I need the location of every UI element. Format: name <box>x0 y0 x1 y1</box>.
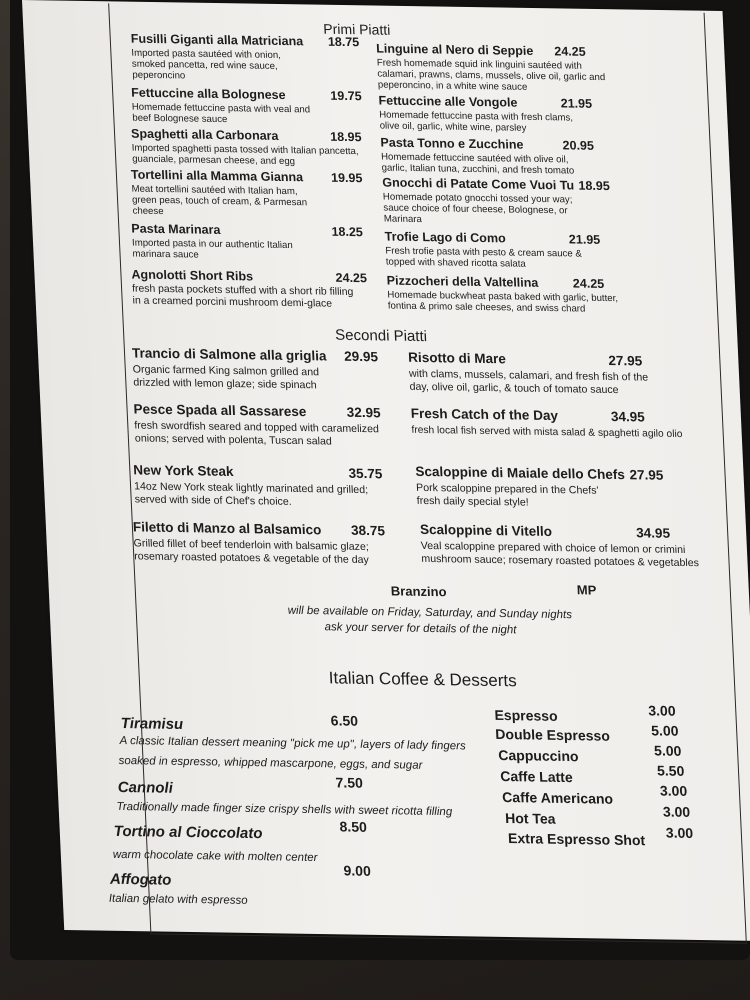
item-price: 19.95 <box>330 170 363 186</box>
item-price: 3.00 <box>662 803 691 820</box>
item-name: Cannoli <box>117 778 174 797</box>
item-name: Tiramisu <box>120 715 184 734</box>
item-description: soaked in espresso, whipped mascarpone, eggs, and sugar <box>118 754 423 772</box>
item-price: 7.50 <box>335 774 364 791</box>
branzino-note: will be available on Friday, Saturday, and Sunday nights <box>287 604 573 622</box>
item-name: Trofie Lago di Como <box>384 229 506 246</box>
item-description: Pork scaloppine prepared in the Chefs' fresh daily special style! <box>415 481 599 509</box>
item-price: 24.25 <box>554 44 586 59</box>
menu-item <box>376 42 678 96</box>
item-description: Veal scaloppine prepared with choice of lemon or crimini mushroom sauce; rosemary roasted potatoes & vegetables <box>420 539 700 570</box>
item-description: Traditionally made finger size crispy shells with sweet ricotta filling <box>116 800 453 819</box>
item-name: Fettuccine alle Vongole <box>378 93 518 110</box>
item-description: Meat tortellini sautéed with Italian ham, green peas, touch of cream, & Parmesan cheese <box>131 183 308 218</box>
item-description: Italian gelato with espresso <box>108 892 248 907</box>
item-price: 24.25 <box>335 270 368 286</box>
item-name: Extra Espresso Shot <box>507 830 646 849</box>
item-name: Hot Tea <box>504 810 556 827</box>
item-price: 5.50 <box>656 762 685 779</box>
item-price: 38.75 <box>350 522 386 539</box>
item-description: Homemade fettuccine pasta with veal and beef Bolognese sauce <box>131 101 311 126</box>
item-price: 5.00 <box>650 722 679 739</box>
item-price: 27.95 <box>608 352 643 369</box>
branzino-note: ask your server for details of the night <box>324 621 517 637</box>
menu-item <box>415 464 717 513</box>
menu-item <box>133 519 435 568</box>
item-description: fresh swordfish seared and topped with caramelized onions; served with polenta, Tuscan salad <box>134 419 380 448</box>
item-description: warm chocolate cake with molten center <box>112 848 318 865</box>
item-name: Espresso <box>494 706 558 724</box>
item-description: with clams, mussels, calamari, and fresh fish of the day, olive oil, garlic, & touch of tomato sauce <box>408 367 649 397</box>
primi-title: Primi Piatti <box>322 20 391 38</box>
item-price: 18.95 <box>329 129 362 145</box>
item-description: Imported pasta in our authentic Italian marinara sauce <box>131 237 293 261</box>
item-price: 21.95 <box>568 232 601 247</box>
secondi-title: Secondi Piatti <box>334 326 428 346</box>
menu-item <box>132 345 434 394</box>
menu-item <box>410 406 712 442</box>
item-name: Gnocchi di Patate Come Vuoi Tu <box>381 175 575 193</box>
item-price: 8.50 <box>339 818 368 835</box>
item-description: Organic farmed King salmon grilled and drizzled with lemon glaze; side spinach <box>132 363 320 392</box>
item-description: Homemade buckwheat pasta baked with garlic, butter, fontina & primo sale cheeses, and swiss chard <box>387 289 619 315</box>
item-name: New York Steak <box>132 462 234 479</box>
item-price: 24.25 <box>572 276 605 291</box>
item-price: 29.95 <box>343 348 379 365</box>
item-name: Spaghetti alla Carbonara <box>130 126 279 143</box>
item-description: Homemade fettuccine sautéed with olive oil, garlic, Italian tuna, zucchini, and fresh tomato <box>380 151 575 177</box>
item-price: 35.75 <box>348 465 383 482</box>
item-description: 14oz New York steak lightly marinated and grilled; served with side of Chef's choice. <box>133 480 369 508</box>
menu-item <box>133 401 435 450</box>
item-description: fresh pasta pockets stuffed with a short rib filling in a creamed porcini mushroom demi-glace <box>131 283 354 310</box>
item-name: Linguine al Nero di Seppie <box>375 41 534 58</box>
item-name: Fresh Catch of the Day <box>410 405 559 424</box>
item-price: 3.00 <box>659 782 688 799</box>
item-price: 34.95 <box>635 525 671 541</box>
item-name: Risotto di Mare <box>407 349 507 367</box>
menu-item <box>386 274 688 317</box>
item-name: Scaloppine di Maiale dello Chefs <box>415 463 626 483</box>
item-description: fresh local fish served with mista salad & spaghetti agilo olio <box>411 424 683 441</box>
item-description: Fresh homemade squid ink linguini sautéed with calamari, prawns, clams, mussels, olive oil, garlic and peperoncino, in a white wine sauce <box>376 57 606 93</box>
item-price: 3.00 <box>665 824 694 841</box>
item-price: 18.95 <box>578 178 611 194</box>
menu-item <box>420 522 722 571</box>
item-name: Branzino <box>390 583 447 600</box>
item-name: Tortino al Cioccolato <box>113 822 263 843</box>
item-description: Homemade fettuccine pasta with fresh clams, olive oil, garlic, white wine, parsley <box>378 109 574 134</box>
item-name: Pesce Spada all Sassarese <box>133 401 307 420</box>
item-name: Trancio di Salmone alla griglia <box>131 345 327 364</box>
item-name: Pasta Marinara <box>131 221 221 237</box>
item-name: Caffe Latte <box>499 767 574 786</box>
item-name: Pizzocheri della Valtellina <box>386 273 539 290</box>
item-description: A classic Italian dessert meaning "pick me up", layers of lady fingers <box>119 735 467 753</box>
item-name: Tortellini alla Mamma Gianna <box>130 167 304 185</box>
item-price: 27.95 <box>629 467 664 483</box>
item-name: Scaloppine di Vitello <box>419 521 553 539</box>
menu-item <box>378 94 680 137</box>
menu-item <box>382 176 684 230</box>
item-price: 6.50 <box>330 712 359 729</box>
item-description: Grilled fillet of beef tenderloin with balsamic glaze; rosemary roasted potatoes & vegetable of the day <box>133 537 370 567</box>
item-name: Pasta Tonno e Zucchine <box>380 135 524 152</box>
item-name: Double Espresso <box>494 725 611 744</box>
menu-item <box>408 350 710 399</box>
item-name: Affogato <box>109 870 172 889</box>
item-price: 34.95 <box>610 408 646 425</box>
item-name: Agnolotti Short Ribs <box>131 267 254 284</box>
item-name: Fettuccine alla Bolognese <box>130 85 286 103</box>
item-price: 5.00 <box>653 742 682 759</box>
menu-item <box>133 462 435 511</box>
menu-item <box>384 230 686 273</box>
item-price: 19.75 <box>330 88 362 104</box>
item-price: 32.95 <box>346 404 381 421</box>
item-description: Imported spaghetti pasta tossed with Italian pancetta, guanciale, parmesan cheese, and egg <box>131 142 359 168</box>
item-description: Homemade potato gnocchi tossed your way; sauce choice of four cheese, Bolognese, or Marinara <box>382 191 573 226</box>
item-price: MP <box>576 582 597 598</box>
menu-page <box>22 0 750 941</box>
item-price: 21.95 <box>560 96 593 111</box>
item-price: 18.75 <box>327 34 360 50</box>
item-price: 3.00 <box>647 702 676 719</box>
item-name: Caffe Americano <box>501 788 614 807</box>
item-name: Filetto di Manzo al Balsamico <box>132 519 322 538</box>
item-description: Fresh trofie pasta with pesto & cream sauce & topped with shaved ricotta salata <box>385 245 583 270</box>
item-price: 18.25 <box>331 224 364 240</box>
item-name: Cappuccino <box>497 746 579 765</box>
menu-item <box>380 136 682 179</box>
item-name: Fusilli Giganti alla Matriciana <box>130 31 304 49</box>
item-description: Imported pasta sautéed with onion, smoked pancetta, red wine sauce, peperoncino <box>131 47 282 82</box>
item-price: 9.00 <box>343 862 372 879</box>
desserts-title: Italian Coffee & Desserts <box>328 668 518 691</box>
item-price: 20.95 <box>562 138 595 153</box>
